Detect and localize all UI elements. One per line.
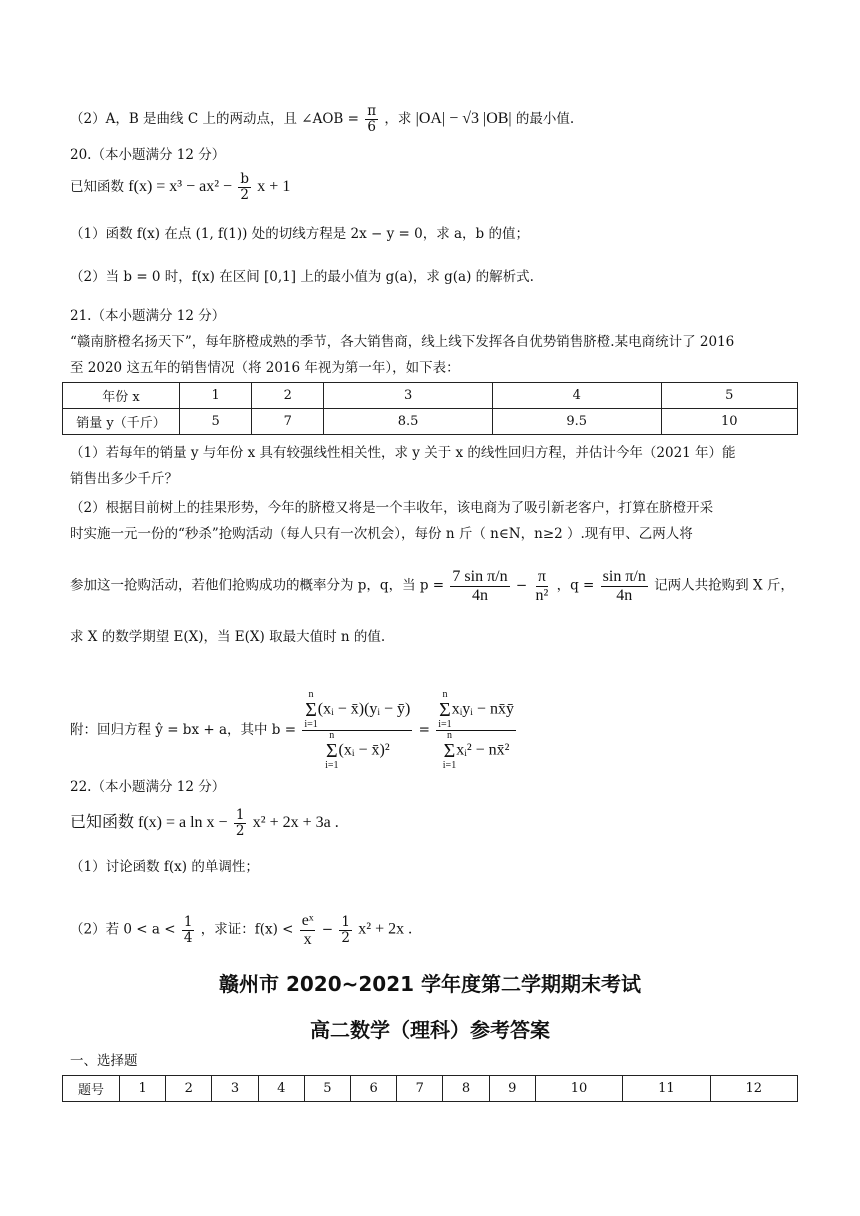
table-cell: 3 (212, 1076, 258, 1102)
table-cell: 10 (535, 1076, 622, 1102)
table-row (63, 1076, 798, 1102)
q21-part2-4: 求 X 的数学期望 E(X)，当 E(X) 取最大值时 n 的值. (70, 629, 386, 645)
q19-angle-fraction: $\frac{\pi}{6}$ (367, 103, 377, 135)
q21-part2-2: 时实施一元一份的“秒杀”抢购活动（每人只有一次机会），每份 n 斤（ n∈N，n≥2 ）.现有甲、乙两人将 (70, 526, 693, 542)
q22-ex-over-x: $\frac{\text{eˣ}}{x}$ (301, 912, 314, 948)
table-cell: 1 (180, 383, 252, 409)
table-cell: 7 (252, 409, 324, 435)
q20-part2: （2）当 b = 0 时，f(x) 在区间 [0,1] 上的最小值为 g(a)，求 g(a) 的解析式. (70, 269, 534, 285)
q22-header: 22.（本小题满分 12 分） (70, 779, 226, 795)
b-formula-2: n Σ i=1 xᵢyᵢ − nx̄ȳ n Σ i=1 xᵢ² − nx̄² (438, 689, 514, 771)
table-cell: 3 (324, 383, 493, 409)
q22-quarter: $\frac{1}{4}$ (183, 913, 193, 946)
answer-table (62, 1075, 798, 1102)
p-fraction: $\frac{\text{7 sin π/n}}{4n}$ (452, 568, 508, 604)
section-choice: 一、选择题 (70, 1053, 138, 1069)
answer-title-2: 高二数学（理科）参考答案 (310, 1018, 550, 1042)
q22-half-2: $\frac{1}{2}$ (341, 913, 350, 946)
q22-half: $\frac{1}{2}$ (235, 807, 245, 839)
table-cell: 5 (661, 383, 797, 409)
sum-symbol: n Σ i=1 (325, 730, 339, 771)
answer-title-1: 赣州市 2020~2021 学年度第二学期期末考试 (218, 972, 641, 996)
q21-intro-1: “赣南脐橙名扬天下”，每年脐橙成熟的季节，各大销售商，线上线下发挥各自优势销售脐橙.某电商统计了 2016 (70, 334, 735, 350)
sum-symbol: n Σ i=1 (442, 730, 457, 771)
table-header: 题号 (63, 1076, 120, 1102)
table-cell: 11 (623, 1076, 710, 1102)
table-cell: 7 (397, 1076, 443, 1102)
q21-part2-1: （2）根据目前树上的挂果形势，今年的脐橙又将是一个丰收年，该电商为了吸引新老客户，打算在脐橙开采 (70, 500, 714, 516)
sum-symbol: n Σ i=1 (438, 689, 452, 730)
q21-part1-2: 销售出多少千斤？ (70, 471, 178, 487)
p2-fraction: $\frac{\pi}{\text{n²}}$ (535, 568, 549, 604)
table-row (63, 383, 798, 409)
q20-stem: 已知函数 f(x) = x³ − ax² − $\frac{b}{2}$ x + 1 (70, 171, 291, 203)
table-cell: 2 (252, 383, 324, 409)
q22-stem: 已知函数 f(x) = a ln x − $\frac{1}{2}$ x² + 2x + 3a . (70, 807, 339, 839)
table-row (63, 409, 798, 435)
table-cell: 8.5 (324, 409, 493, 435)
q21-part1-1: （1）若每年的销量 y 与年份 x 具有较强线性相关性，求 y 关于 x 的线性回归方程，并估计今年（2021 年）能 (70, 445, 736, 461)
b-formula-1: n Σ i=1 (xᵢ − x̄)(yᵢ − ȳ) n Σ i=1 (xᵢ − x̄)² (304, 689, 411, 771)
sales-table (62, 382, 798, 435)
table-header-year: 年份 x (63, 383, 180, 409)
table-cell: 5 (304, 1076, 350, 1102)
table-cell: 4 (258, 1076, 304, 1102)
regression-appendix: 附：回归方程 ŷ = bx + a，其中 b = n Σ i=1 (xᵢ − x̄)(yᵢ − ȳ) n Σ i=1 (xᵢ − x̄)² = n Σ i=1 xᵢyᵢ − nx̄ȳ n Σ i=1 xᵢ² − nx̄² (70, 689, 514, 771)
table-cell: 9 (489, 1076, 535, 1102)
sum-symbol: n Σ i=1 (304, 689, 318, 730)
table-cell: 2 (166, 1076, 212, 1102)
table-header-sales: 销量 y（千斤） (63, 409, 180, 435)
q21-intro-2: 至 2020 这五年的销售情况（将 2016 年视为第一年），如下表： (70, 360, 460, 376)
q20-b-over-2: $\frac{b}{2}$ (240, 171, 249, 203)
q21-part2-3: 参加这一抢购活动，若他们抢购成功的概率分为 p，q，当 p = $\frac{\text{7 sin π/n}}{4n}$ − $\frac{\pi}{\text{n²}}$ ，q = $\frac{\text{sin π/n}}{4n}$ 记两人共抢购到 X 斤， (70, 568, 794, 604)
q22-part1: （1）讨论函数 f(x) 的单调性； (70, 859, 259, 875)
q-fraction: $\frac{\text{sin π/n}}{4n}$ (602, 568, 646, 604)
q22-part2: （2）若 0 < a < $\frac{1}{4}$ ，求证：f(x) < $\frac{\text{eˣ}}{x}$ − $\frac{1}{2}$ x² + 2x . (70, 912, 413, 948)
table-cell: 8 (443, 1076, 489, 1102)
table-cell: 12 (710, 1076, 797, 1102)
table-cell: 6 (351, 1076, 397, 1102)
q21-header: 21.（本小题满分 12 分） (70, 308, 226, 324)
table-cell: 9.5 (492, 409, 661, 435)
table-cell: 4 (492, 383, 661, 409)
table-cell: 1 (120, 1076, 166, 1102)
table-cell: 10 (661, 409, 797, 435)
q20-header: 20.（本小题满分 12 分） (70, 147, 226, 163)
q20-part1: （1）函数 f(x) 在点 (1, f(1)) 处的切线方程是 2x − y = 0，求 a，b 的值； (70, 226, 529, 242)
table-cell: 5 (180, 409, 252, 435)
q19-part2: （2）A，B 是曲线 C 上的两动点，且 ∠AOB = $\frac{\pi}{6}$ ，求 |OA| − √3 |OB| 的最小值. (70, 103, 575, 135)
